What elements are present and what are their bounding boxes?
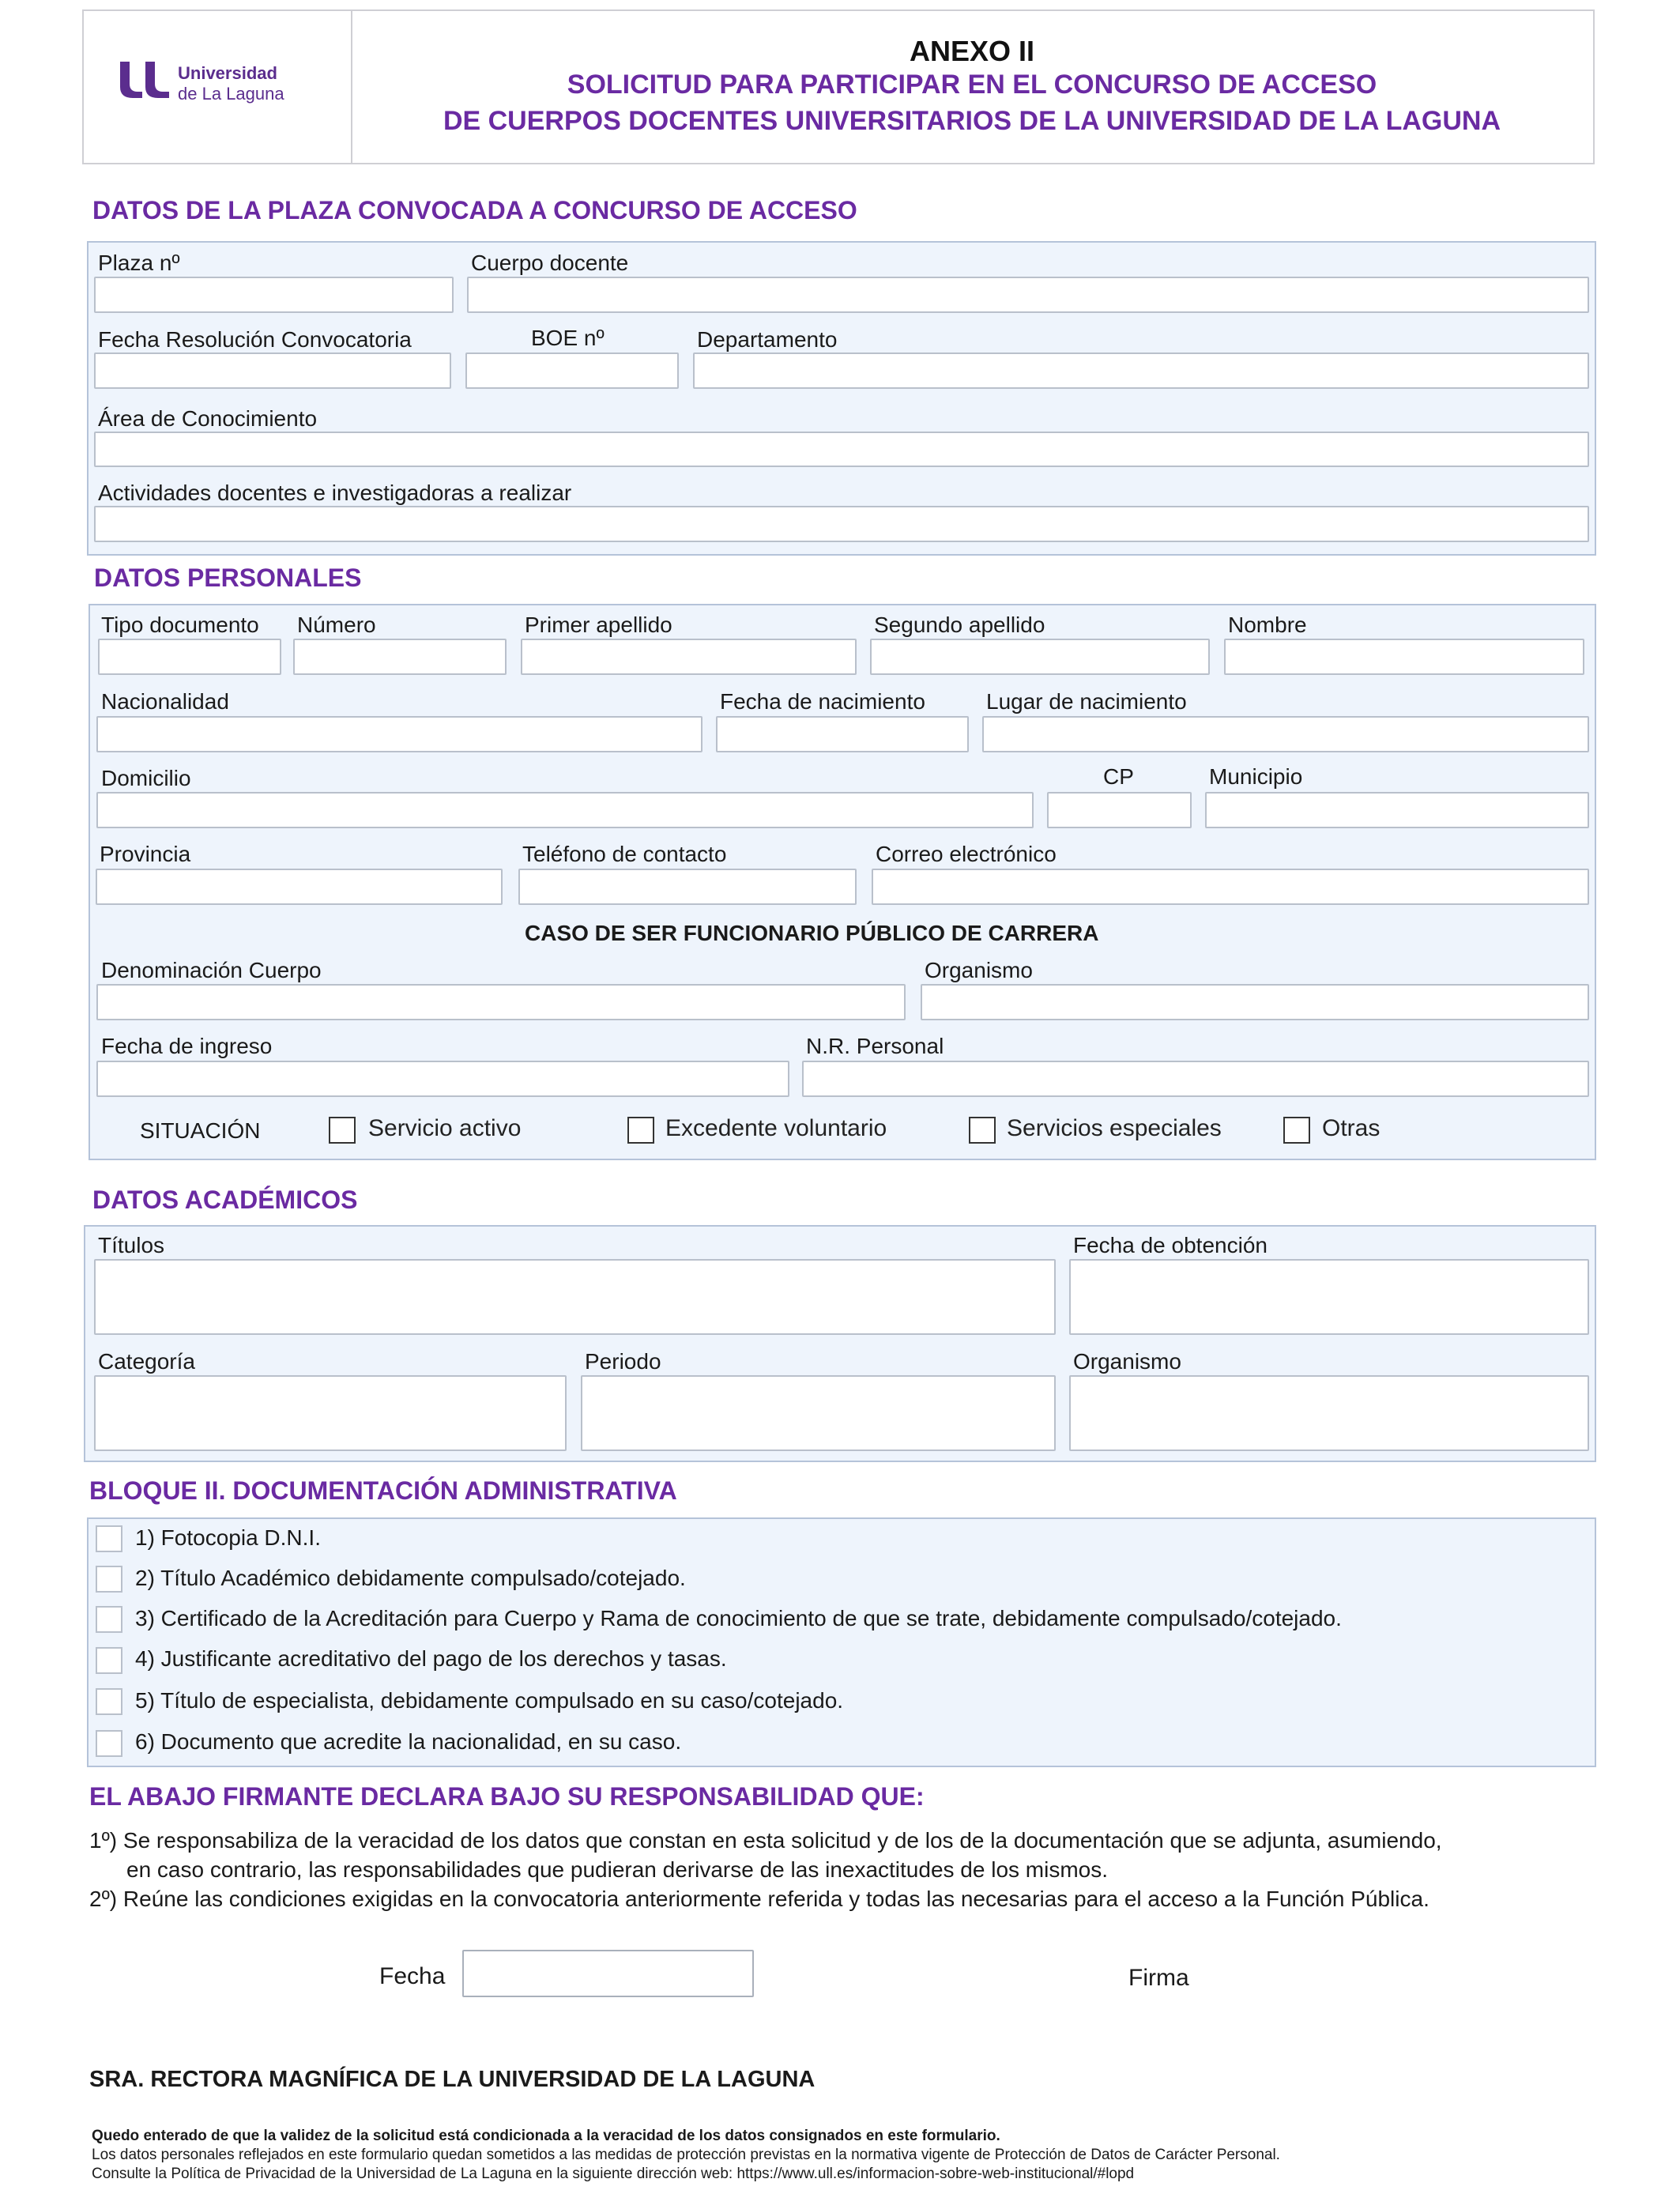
section-personales-heading: DATOS PERSONALES <box>94 564 362 592</box>
nombre-label: Nombre <box>1228 613 1307 637</box>
correo-field[interactable] <box>872 869 1589 905</box>
doc-titulo-checkbox[interactable] <box>96 1566 122 1593</box>
area-conocimiento-field[interactable] <box>94 432 1589 467</box>
doc-dni-label: 1) Fotocopia D.N.I. <box>135 1525 321 1550</box>
organismo-academico-label: Organismo <box>1073 1349 1181 1374</box>
fecha-resolucion-field[interactable] <box>94 352 451 389</box>
doc-titulo-label: 2) Título Académico debidamente compulsado/cotejado. <box>135 1566 686 1590</box>
declaracion-p1-line2: en caso contrario, las responsabilidades que pudieran derivarse de las inexactitudes de los mismos. <box>126 1857 1109 1882</box>
actividades-field[interactable] <box>94 506 1589 542</box>
footer-note-data-protection: Los datos personales reflejados en este formulario quedan sometidos a las medidas de protección previstas en la normativa vigente de Protección de Datos de Carácter Personal. <box>92 2147 1280 2163</box>
telefono-field[interactable] <box>518 869 857 905</box>
departamento-label: Departamento <box>697 327 838 352</box>
otras-label: Otras <box>1322 1115 1381 1141</box>
excedente-voluntario-label: Excedente voluntario <box>665 1115 887 1141</box>
firma-label: Firma <box>1128 1965 1189 1991</box>
nr-personal-field[interactable] <box>802 1061 1589 1097</box>
form-title-line2: DE CUERPOS DOCENTES UNIVERSITARIOS DE LA UNIVERSIDAD DE LA LAGUNA <box>443 106 1501 136</box>
segundo-apellido-field[interactable] <box>870 639 1210 675</box>
tipo-documento-label: Tipo documento <box>101 613 259 637</box>
categoria-field[interactable] <box>94 1375 567 1451</box>
doc-tasas-label: 4) Justificante acreditativo del pago de los derechos y tasas. <box>135 1646 727 1671</box>
doc-especialista-label: 5) Título de especialista, debidamente compulsado en su caso/cotejado. <box>135 1688 844 1713</box>
university-name-line1: Universidad <box>178 63 277 83</box>
excedente-voluntario-checkbox[interactable] <box>627 1117 654 1144</box>
tipo-documento-field[interactable] <box>98 639 281 675</box>
lugar-nacimiento-field[interactable] <box>982 716 1589 752</box>
segundo-apellido-label: Segundo apellido <box>874 613 1045 637</box>
fecha-obtencion-label: Fecha de obtención <box>1073 1233 1268 1257</box>
actividades-label: Actividades docentes e investigadoras a realizar <box>98 481 572 505</box>
organismo-academico-field[interactable] <box>1069 1375 1589 1451</box>
doc-nacionalidad-label: 6) Documento que acredite la nacionalidad, en su caso. <box>135 1729 682 1754</box>
departamento-field[interactable] <box>693 352 1589 389</box>
numero-field[interactable] <box>293 639 507 675</box>
nacionalidad-field[interactable] <box>96 716 703 752</box>
cp-label: CP <box>1103 764 1134 789</box>
municipio-field[interactable] <box>1205 792 1589 828</box>
university-name <box>178 63 284 104</box>
nombre-field[interactable] <box>1224 639 1584 675</box>
doc-nacionalidad-checkbox[interactable] <box>96 1730 122 1757</box>
footer-note-privacy: Consulte la Política de Privacidad de la Universidad de La Laguna en la siguiente dirección web: https://www.ull.es/informacion-sobre-web-institucional/#lopd <box>92 2166 1135 2182</box>
fecha-label: Fecha <box>379 1963 446 1989</box>
servicio-activo-checkbox[interactable] <box>329 1117 356 1144</box>
boe-label: BOE nº <box>531 326 605 350</box>
denominacion-cuerpo-label: Denominación Cuerpo <box>101 958 322 982</box>
section-plaza-heading: DATOS DE LA PLAZA CONVOCADA A CONCURSO DE ACCESO <box>92 196 857 224</box>
plaza-no-field[interactable] <box>94 277 454 313</box>
titulos-label: Títulos <box>98 1233 165 1257</box>
fecha-ingreso-field[interactable] <box>96 1061 789 1097</box>
organismo-funcionario-label: Organismo <box>925 958 1033 982</box>
doc-especialista-checkbox[interactable] <box>96 1688 122 1715</box>
plaza-no-label: Plaza nº <box>98 251 180 275</box>
doc-tasas-checkbox[interactable] <box>96 1647 122 1674</box>
telefono-label: Teléfono de contacto <box>522 842 727 866</box>
nr-personal-label: N.R. Personal <box>806 1034 944 1058</box>
domicilio-field[interactable] <box>96 792 1034 828</box>
provincia-field[interactable] <box>96 869 503 905</box>
otras-checkbox[interactable] <box>1283 1117 1310 1144</box>
primer-apellido-field[interactable] <box>521 639 857 675</box>
fecha-field[interactable] <box>462 1950 754 1997</box>
form-title-line1: SOLICITUD PARA PARTICIPAR EN EL CONCURSO DE ACCESO <box>567 70 1377 100</box>
doc-dni-checkbox[interactable] <box>96 1525 122 1552</box>
section-academicos-heading: DATOS ACADÉMICOS <box>92 1186 358 1214</box>
section-bloque2-heading: BLOQUE II. DOCUMENTACIÓN ADMINISTRATIVA <box>89 1476 677 1505</box>
nacionalidad-label: Nacionalidad <box>101 689 229 714</box>
periodo-label: Periodo <box>585 1349 661 1374</box>
annex-title: ANEXO II <box>909 35 1035 67</box>
lugar-nacimiento-label: Lugar de nacimiento <box>986 689 1187 714</box>
doc-acreditacion-label: 3) Certificado de la Acreditación para Cuerpo y Rama de conocimiento de que se trate, debidamente compulsado/cotejado. <box>135 1606 1342 1630</box>
university-name-line2: de La Laguna <box>178 84 284 104</box>
declaracion-heading: EL ABAJO FIRMANTE DECLARA BAJO SU RESPONSABILIDAD QUE: <box>89 1782 925 1811</box>
university-logo-icon <box>119 58 171 100</box>
situacion-label: SITUACIÓN <box>140 1118 261 1143</box>
servicios-especiales-label: Servicios especiales <box>1007 1115 1222 1141</box>
titulos-field[interactable] <box>94 1259 1056 1335</box>
fecha-nacimiento-label: Fecha de nacimiento <box>720 689 925 714</box>
fecha-nacimiento-field[interactable] <box>716 716 969 752</box>
boe-field[interactable] <box>465 352 679 389</box>
declaracion-p2: 2º) Reúne las condiciones exigidas en la convocatoria anteriormente referida y todas las necesarias para el acceso a la Función Pública. <box>89 1887 1430 1911</box>
servicios-especiales-checkbox[interactable] <box>969 1117 996 1144</box>
numero-label: Número <box>297 613 376 637</box>
funcionario-heading: CASO DE SER FUNCIONARIO PÚBLICO DE CARRERA <box>525 921 1099 945</box>
footer-note-validity: Quedo enterado de que la validez de la solicitud está condicionada a la veracidad de los datos consignados en este formulario. <box>92 2128 1000 2144</box>
doc-acreditacion-checkbox[interactable] <box>96 1606 122 1633</box>
cuerpo-docente-field[interactable] <box>467 277 1589 313</box>
periodo-field[interactable] <box>581 1375 1056 1451</box>
cuerpo-docente-label: Cuerpo docente <box>471 251 629 275</box>
domicilio-label: Domicilio <box>101 766 191 790</box>
denominacion-cuerpo-field[interactable] <box>96 984 906 1020</box>
correo-label: Correo electrónico <box>876 842 1057 866</box>
organismo-funcionario-field[interactable] <box>921 984 1589 1020</box>
servicio-activo-label: Servicio activo <box>368 1115 522 1141</box>
fecha-ingreso-label: Fecha de ingreso <box>101 1034 273 1058</box>
municipio-label: Municipio <box>1209 764 1303 789</box>
categoria-label: Categoría <box>98 1349 195 1374</box>
provincia-label: Provincia <box>100 842 191 866</box>
recipient: SRA. RECTORA MAGNÍFICA DE LA UNIVERSIDAD DE LA LAGUNA <box>89 2067 816 2092</box>
fecha-resolucion-label: Fecha Resolución Convocatoria <box>98 327 412 352</box>
fecha-obtencion-field[interactable] <box>1069 1259 1589 1335</box>
cp-field[interactable] <box>1047 792 1192 828</box>
area-conocimiento-label: Área de Conocimiento <box>98 406 318 431</box>
primer-apellido-label: Primer apellido <box>525 613 672 637</box>
declaracion-p1-line1: 1º) Se responsabiliza de la veracidad de los datos que constan en esta solicitud y de los de la documentación que se adjunta, asumiendo, <box>89 1828 1442 1853</box>
